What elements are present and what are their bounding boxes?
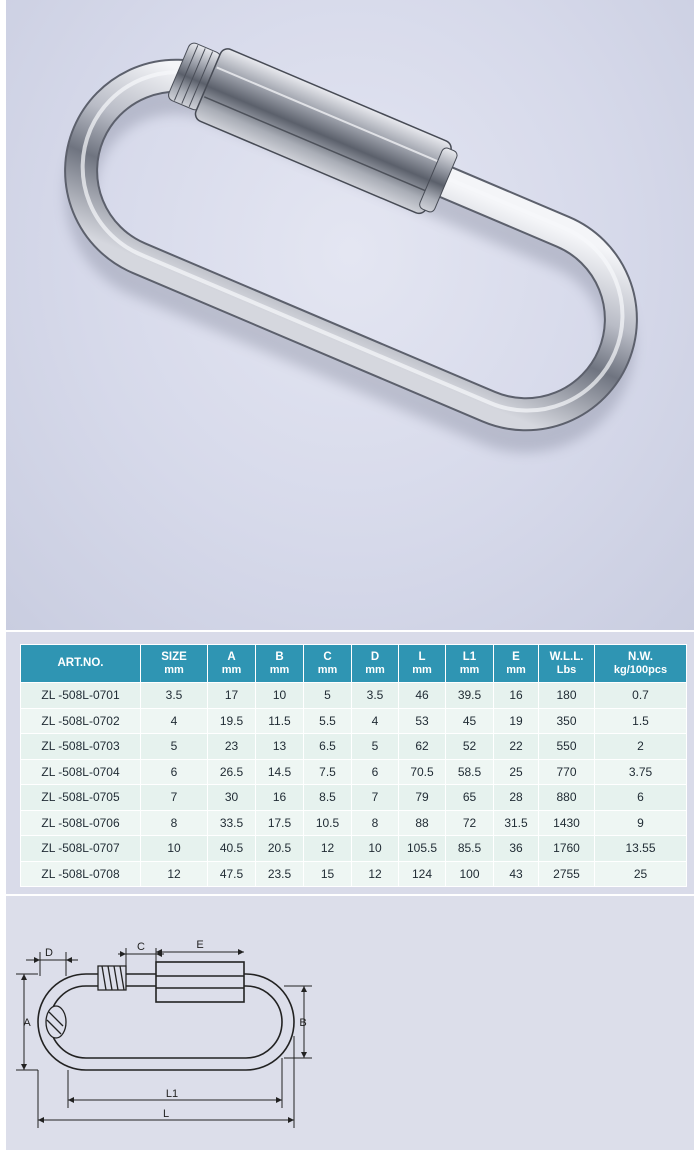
table-cell: 40.5 xyxy=(208,836,256,862)
table-cell: 100 xyxy=(446,861,494,887)
table-cell: 47.5 xyxy=(208,861,256,887)
cell-art-no: ZL -508L-0703 xyxy=(21,734,141,760)
table-cell: 5.5 xyxy=(304,708,352,734)
table-cell: 0.7 xyxy=(595,683,687,709)
table-cell: 2755 xyxy=(539,861,595,887)
table-cell: 28 xyxy=(494,785,539,811)
table-cell: 14.5 xyxy=(256,759,304,785)
table-cell: 52 xyxy=(446,734,494,760)
table-cell: 72 xyxy=(446,810,494,836)
table-cell: 11.5 xyxy=(256,708,304,734)
table-cell: 12 xyxy=(304,836,352,862)
table-cell: 39.5 xyxy=(446,683,494,709)
table-cell: 46 xyxy=(399,683,446,709)
table-cell: 3.75 xyxy=(595,759,687,785)
table-cell: 20.5 xyxy=(256,836,304,862)
table-cell: 1760 xyxy=(539,836,595,862)
spec-table xyxy=(20,644,687,887)
cell-art-no: ZL -508L-0708 xyxy=(21,861,141,887)
table-cell: 9 xyxy=(595,810,687,836)
table-cell: 4 xyxy=(141,708,208,734)
thread-end xyxy=(98,966,126,990)
table-cell: 180 xyxy=(539,683,595,709)
table-cell: 5 xyxy=(352,734,399,760)
table-cell: 770 xyxy=(539,759,595,785)
table-cell: 36 xyxy=(494,836,539,862)
table-row xyxy=(21,785,687,811)
table-cell: 5 xyxy=(141,734,208,760)
table-cell: 62 xyxy=(399,734,446,760)
table-cell: 85.5 xyxy=(446,836,494,862)
table-cell: 58.5 xyxy=(446,759,494,785)
table-row xyxy=(21,810,687,836)
dim-label-c: C xyxy=(137,941,145,953)
table-cell: 6 xyxy=(352,759,399,785)
table-cell: 17 xyxy=(208,683,256,709)
table-cell: 19.5 xyxy=(208,708,256,734)
table-cell: 53 xyxy=(399,708,446,734)
table-cell: 1430 xyxy=(539,810,595,836)
table-cell: 4 xyxy=(352,708,399,734)
table-cell: 13 xyxy=(256,734,304,760)
table-cell: 6 xyxy=(141,759,208,785)
dimension-diagram xyxy=(6,896,694,1150)
header-nw: N.W. kg/100pcs xyxy=(595,645,687,683)
table-row xyxy=(21,836,687,862)
table-cell: 105.5 xyxy=(399,836,446,862)
cell-art-no: ZL -508L-0704 xyxy=(21,759,141,785)
cell-art-no: ZL -508L-0702 xyxy=(21,708,141,734)
header-a: A mm xyxy=(208,645,256,683)
cell-art-no: ZL -508L-0701 xyxy=(21,683,141,709)
table-cell: 8 xyxy=(352,810,399,836)
header-size: SIZE mm xyxy=(141,645,208,683)
header-e: E mm xyxy=(494,645,539,683)
table-cell: 8.5 xyxy=(304,785,352,811)
table-cell: 10 xyxy=(141,836,208,862)
table-cell: 70.5 xyxy=(399,759,446,785)
table-cell: 6.5 xyxy=(304,734,352,760)
dim-label-a: A xyxy=(23,1017,31,1029)
dimension-diagram-panel xyxy=(6,896,694,1150)
table-cell: 3.5 xyxy=(352,683,399,709)
dim-label-e: E xyxy=(196,939,204,951)
table-cell: 12 xyxy=(141,861,208,887)
table-cell: 65 xyxy=(446,785,494,811)
table-cell: 2 xyxy=(595,734,687,760)
table-cell: 31.5 xyxy=(494,810,539,836)
table-cell: 33.5 xyxy=(208,810,256,836)
table-cell: 7 xyxy=(352,785,399,811)
table-cell: 25 xyxy=(595,861,687,887)
dim-label-l1: L1 xyxy=(165,1088,179,1100)
table-cell: 124 xyxy=(399,861,446,887)
table-row xyxy=(21,683,687,709)
table-cell: 23.5 xyxy=(256,861,304,887)
table-cell: 45 xyxy=(446,708,494,734)
table-cell: 10.5 xyxy=(304,810,352,836)
dim-label-b: B xyxy=(299,1017,307,1029)
header-l1: L1 mm xyxy=(446,645,494,683)
table-cell: 5 xyxy=(304,683,352,709)
table-row xyxy=(21,734,687,760)
table-cell: 13.55 xyxy=(595,836,687,862)
table-cell: 10 xyxy=(352,836,399,862)
table-cell: 25 xyxy=(494,759,539,785)
table-header-row xyxy=(21,645,687,683)
table-cell: 550 xyxy=(539,734,595,760)
table-cell: 880 xyxy=(539,785,595,811)
table-body xyxy=(21,683,687,887)
header-b: B mm xyxy=(256,645,304,683)
table-cell: 16 xyxy=(494,683,539,709)
cell-art-no: ZL -508L-0706 xyxy=(21,810,141,836)
table-cell: 79 xyxy=(399,785,446,811)
table-cell: 3.5 xyxy=(141,683,208,709)
header-wll: W.L.L. Lbs xyxy=(539,645,595,683)
table-cell: 19 xyxy=(494,708,539,734)
table-cell: 7.5 xyxy=(304,759,352,785)
table-cell: 43 xyxy=(494,861,539,887)
cell-art-no: ZL -508L-0707 xyxy=(21,836,141,862)
table-cell: 30 xyxy=(208,785,256,811)
header-d: D mm xyxy=(352,645,399,683)
table-cell: 7 xyxy=(141,785,208,811)
table-row xyxy=(21,861,687,887)
header-c: C mm xyxy=(304,645,352,683)
cell-art-no: ZL -508L-0705 xyxy=(21,785,141,811)
spec-table-panel xyxy=(6,632,694,894)
dim-label-d: D xyxy=(45,947,53,959)
quick-link-photo xyxy=(6,0,694,630)
table-cell: 23 xyxy=(208,734,256,760)
table-cell: 88 xyxy=(399,810,446,836)
hex-nut xyxy=(156,962,244,1002)
rod-section xyxy=(46,1006,66,1038)
product-photo-panel xyxy=(6,0,694,630)
table-row xyxy=(21,708,687,734)
table-row xyxy=(21,759,687,785)
table-cell: 1.5 xyxy=(595,708,687,734)
header-art-no: ART.NO. xyxy=(21,645,141,683)
table-cell: 6 xyxy=(595,785,687,811)
header-l: L mm xyxy=(399,645,446,683)
table-cell: 17.5 xyxy=(256,810,304,836)
table-cell: 22 xyxy=(494,734,539,760)
table-cell: 8 xyxy=(141,810,208,836)
table-cell: 15 xyxy=(304,861,352,887)
table-cell: 26.5 xyxy=(208,759,256,785)
dim-label-l: L xyxy=(162,1108,170,1120)
table-cell: 10 xyxy=(256,683,304,709)
table-cell: 350 xyxy=(539,708,595,734)
table-cell: 12 xyxy=(352,861,399,887)
table-cell: 16 xyxy=(256,785,304,811)
